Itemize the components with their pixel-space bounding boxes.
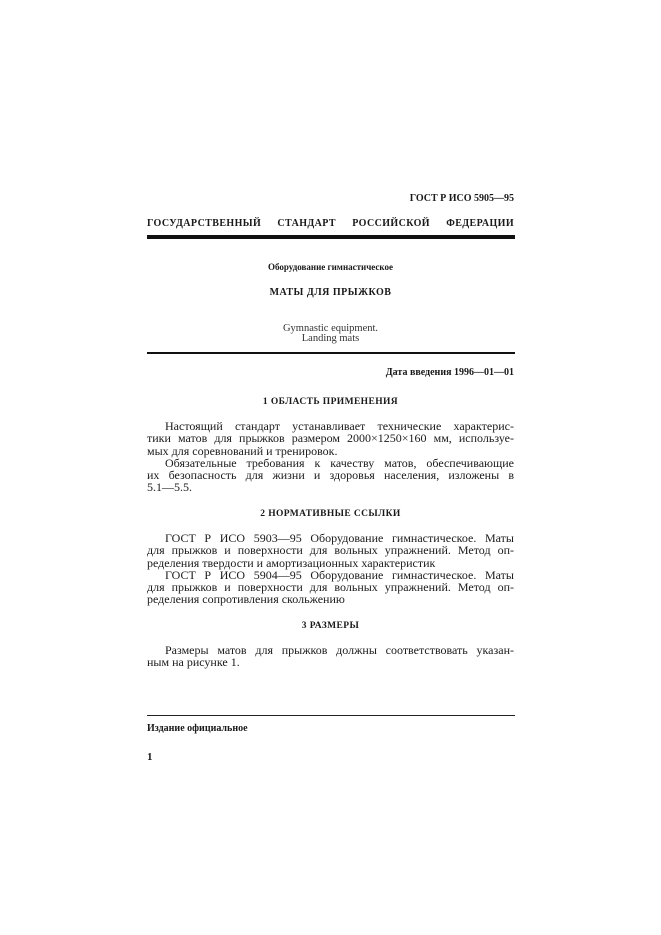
text-line: Размеры матов для прыжков должны соответствовать указан- xyxy=(165,643,514,657)
state-standard-heading xyxy=(147,218,514,229)
text-line: Обязательные требования к качеству матов, обеспечивающие xyxy=(165,455,514,470)
state-word: СТАНДАРТ xyxy=(277,218,336,229)
text-line: ределения твердости и амортизационных характеристик xyxy=(147,555,436,570)
section-body xyxy=(147,644,514,669)
english-title-2: Landing mats xyxy=(301,333,360,344)
introduction-date: Дата введения 1996—01—01 xyxy=(385,367,514,378)
section-heading: 1 ОБЛАСТЬ ПРИМЕНЕНИЯ xyxy=(262,397,399,407)
section-body xyxy=(147,420,514,494)
official-edition-label: Издание официальное xyxy=(147,723,248,734)
text-line: для прыжков и поверхности для вольных упражнений. Метод оп- xyxy=(147,580,514,595)
section-body xyxy=(147,532,514,606)
state-word: РОССИЙСКОЙ xyxy=(352,218,430,229)
text-line: ным на рисунке 1. xyxy=(147,655,240,670)
page-number: 1 xyxy=(147,751,153,763)
text-line: их безопасность для жизни и здоровья населения, изложены в xyxy=(147,468,514,483)
section-heading: 3 РАЗМЕРЫ xyxy=(301,621,360,631)
text-line: ГОСТ Р ИСО 5903—95 Оборудование гимнастическое. Маты xyxy=(165,531,514,545)
text-line: Настоящий стандарт устанавливает технические характерис- xyxy=(165,419,514,433)
text-line: ределения сопротивления скольжению xyxy=(147,592,345,607)
text-line: тики матов для прыжков размером 2000×1250×160 мм, используе- xyxy=(147,431,514,446)
footer-rule xyxy=(147,715,515,716)
text-line: мых для соревнований и тренировок. xyxy=(147,443,338,458)
english-title-1: Gymnastic equipment. xyxy=(282,323,379,334)
document-title: МАТЫ ДЛЯ ПРЫЖКОВ xyxy=(269,287,392,298)
document-subtitle: Оборудование гимнастическое xyxy=(268,262,393,272)
text-line: 5.1—5.5. xyxy=(147,480,192,495)
standard-code: ГОСТ Р ИСО 5905—95 xyxy=(409,193,514,204)
title-rule xyxy=(147,352,515,354)
header-rule xyxy=(147,235,515,239)
text-line: ГОСТ Р ИСО 5904—95 Оборудование гимнастическое. Маты xyxy=(165,567,514,582)
text-line: для прыжков и поверхности для вольных упражнений. Метод оп- xyxy=(147,543,514,558)
section-heading: 2 НОРМАТИВНЫЕ ССЫЛКИ xyxy=(260,509,401,519)
state-word: ФЕДЕРАЦИИ xyxy=(446,218,514,229)
state-word: ГОСУДАРСТВЕННЫЙ xyxy=(147,218,262,229)
